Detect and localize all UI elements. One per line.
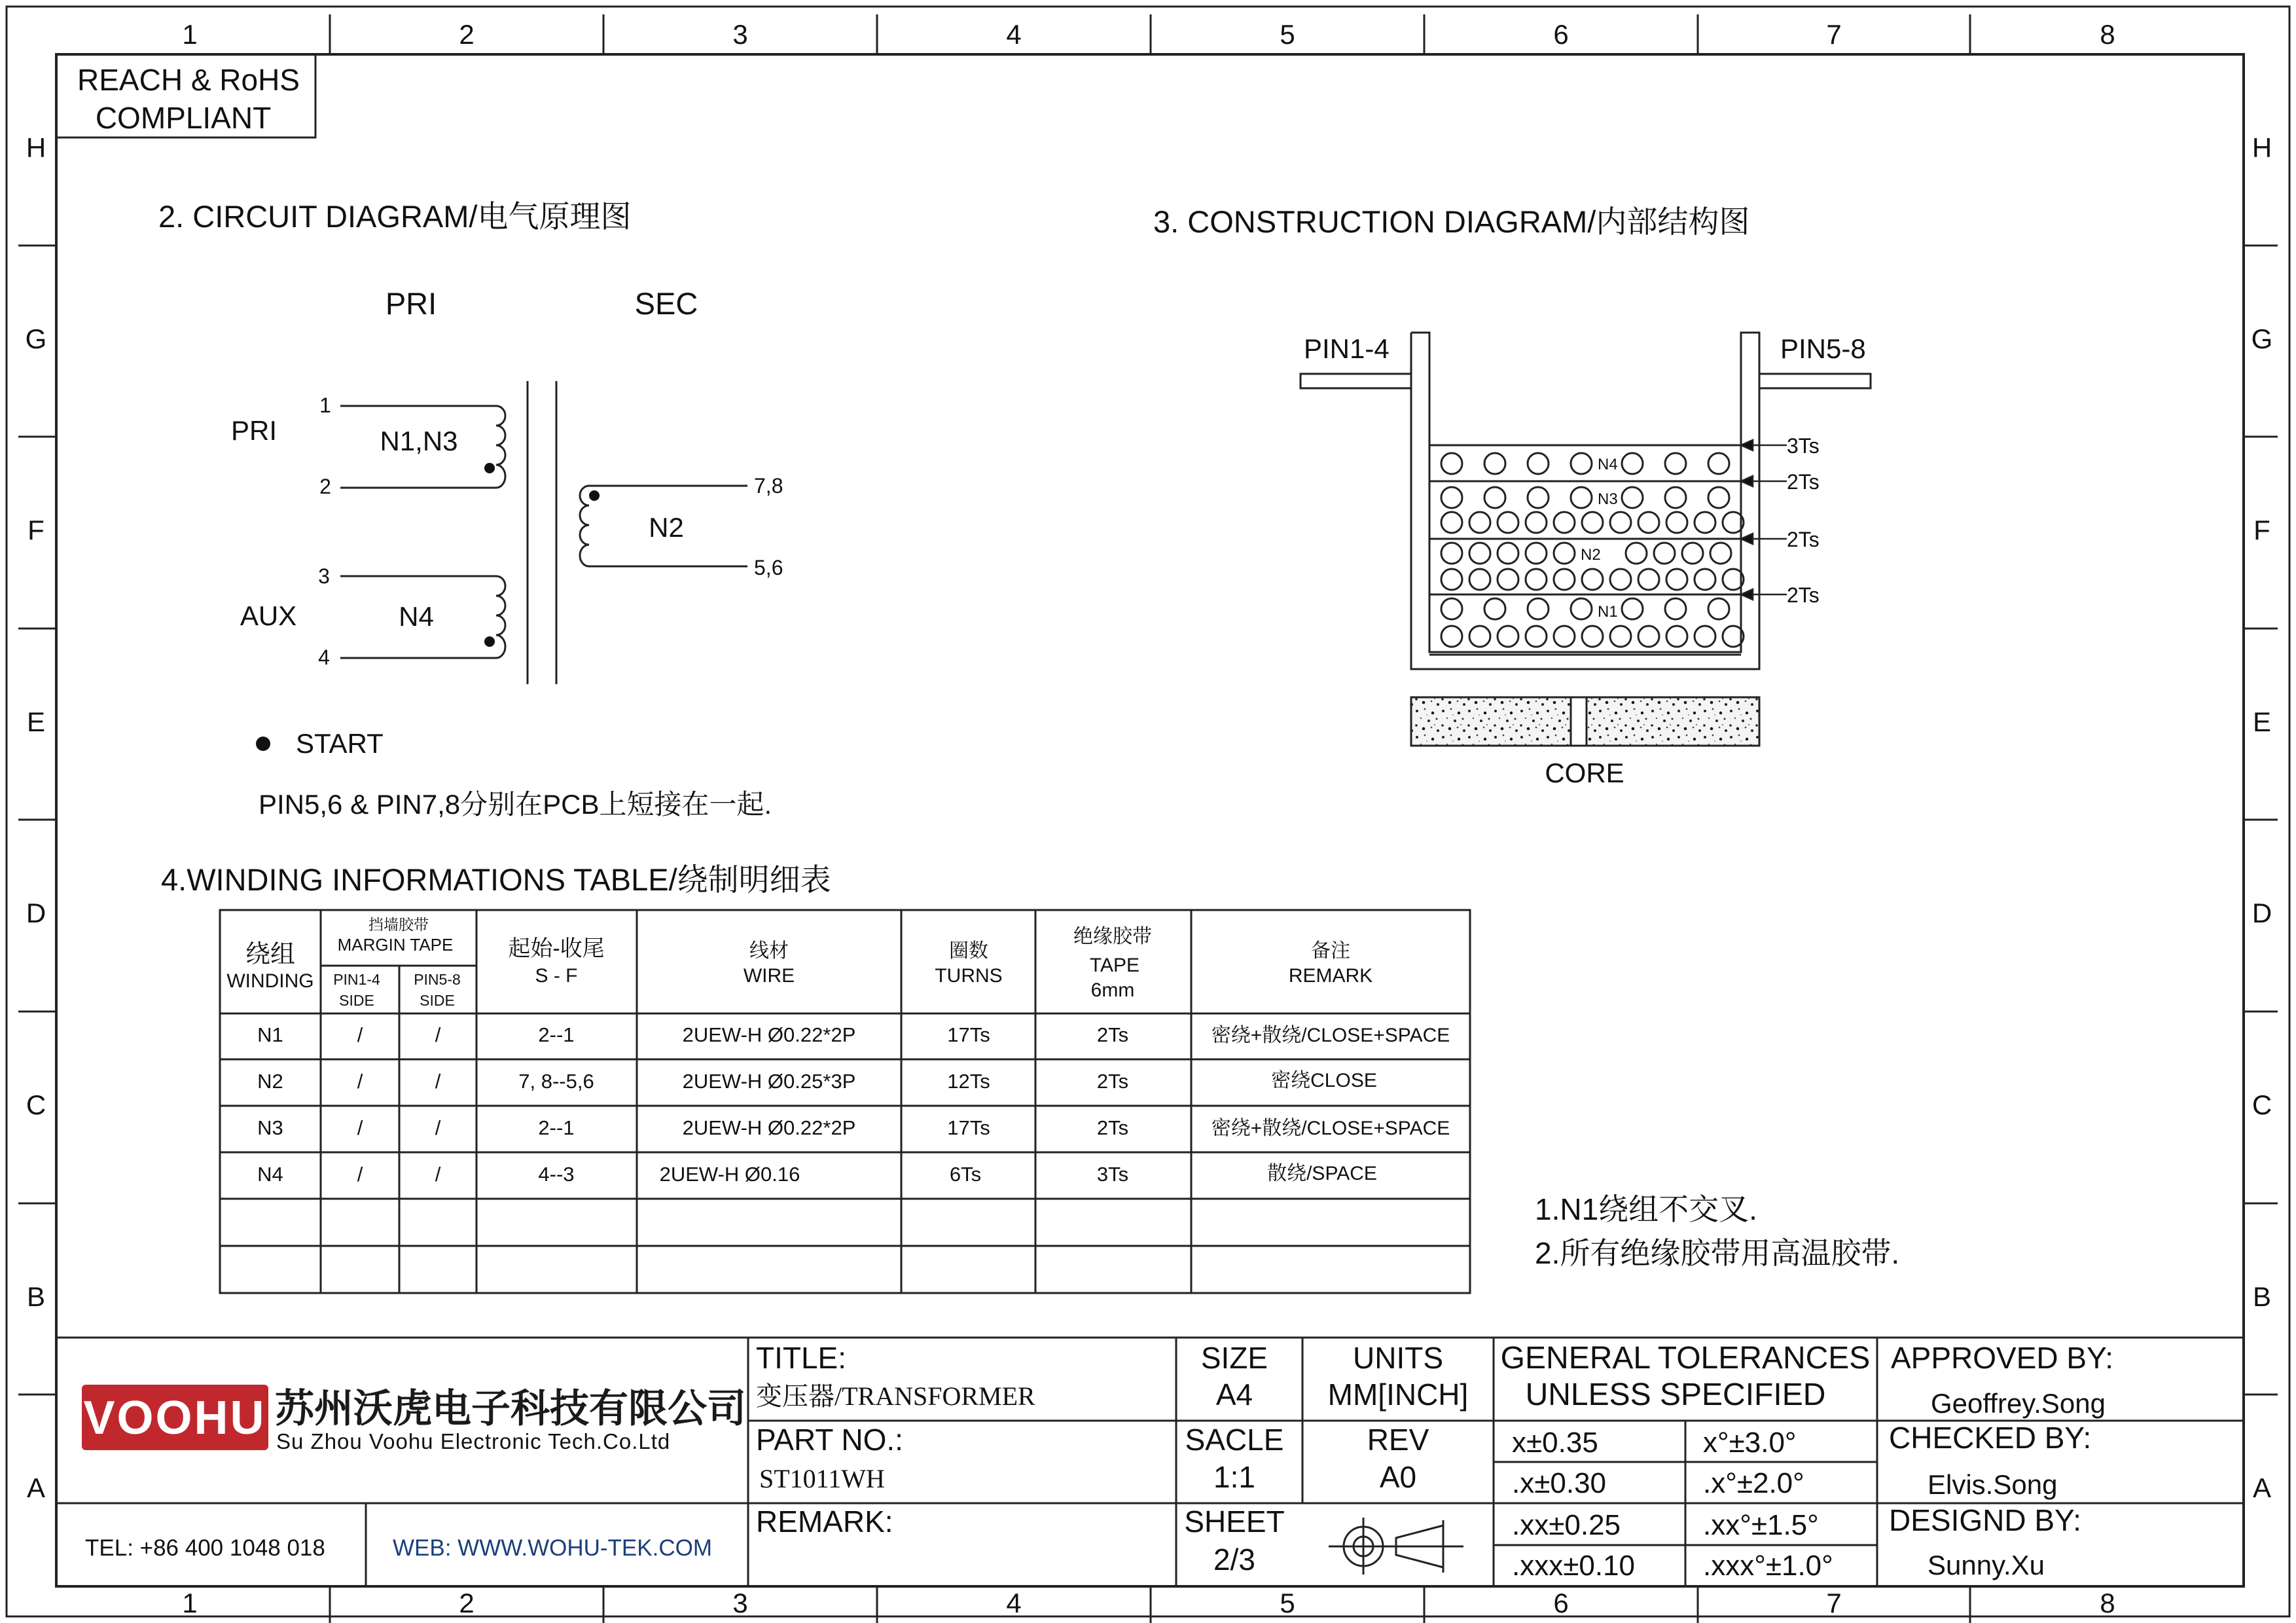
tol-angular: .xxx°±1.0°	[1703, 1550, 1833, 1582]
title-block	[56, 1338, 2244, 1586]
th-pin58-side: SIDE	[420, 992, 455, 1009]
wire-turn	[1526, 512, 1547, 533]
wire-turn	[1665, 598, 1686, 619]
tol-angular: x°±3.0°	[1703, 1427, 1797, 1459]
wire-turn	[1710, 543, 1731, 564]
wire-turn	[1526, 543, 1547, 564]
cell-winding: N3	[257, 1116, 283, 1140]
pin-78: 7,8	[754, 474, 783, 498]
wire-turn	[1582, 626, 1603, 647]
th-remark-cn: 备注	[1311, 940, 1350, 962]
zone-col: 5	[1280, 1588, 1295, 1619]
zone-labels-left	[26, 132, 47, 1503]
rev-label: REV	[1367, 1423, 1429, 1457]
tol-angular: .x°±2.0°	[1703, 1467, 1804, 1499]
wire-turn	[1469, 569, 1490, 590]
company-name-en: Su Zhou Voohu Electronic Tech.Co.Ltd	[276, 1429, 671, 1453]
tol-linear: x±0.35	[1512, 1427, 1598, 1459]
zone-row: G	[25, 323, 47, 355]
wire-turn	[1582, 512, 1603, 533]
cell-turns: 12Ts	[947, 1070, 990, 1093]
zone-row: B	[26, 1281, 46, 1313]
th-sf-cn: 起始-收尾	[508, 936, 605, 961]
th-pin58: PIN5-8	[414, 971, 461, 988]
layer-n2: N2	[1581, 546, 1601, 564]
wire-turn	[1484, 598, 1505, 619]
wire-turn	[1666, 512, 1687, 533]
wire-turn	[1528, 453, 1549, 474]
cell-pin58: /	[435, 1023, 441, 1047]
dot-sec	[589, 490, 600, 501]
partno-value: ST1011WH	[759, 1464, 885, 1493]
core-gap	[1571, 697, 1587, 746]
wire-turn	[1469, 512, 1490, 533]
dot-aux	[484, 636, 495, 647]
tape-label: 2Ts	[1787, 470, 1820, 494]
wire-turn	[1528, 487, 1549, 508]
wire-turn	[1526, 569, 1547, 590]
wire-turn	[1498, 512, 1518, 533]
pin-right-label: PIN5-8	[1780, 333, 1866, 364]
zone-col: 7	[1826, 19, 1842, 50]
cell-winding: N2	[257, 1070, 283, 1093]
zone-col: 8	[2100, 19, 2115, 50]
compliance-line2: COMPLIANT	[95, 101, 272, 135]
compliance-box	[56, 54, 315, 137]
units-label: UNITS	[1353, 1341, 1443, 1375]
th-sf-en: S - F	[535, 965, 578, 987]
th-wire-en: WIRE	[743, 965, 795, 987]
logo-text: VOOHU	[83, 1392, 266, 1444]
wire-turn	[1708, 453, 1729, 474]
cell-tape: 2Ts	[1096, 1116, 1129, 1140]
aux-winding-label: AUX	[240, 600, 297, 631]
th-pin14-side: SIDE	[339, 992, 374, 1009]
zone-row: G	[2251, 323, 2273, 355]
note-1: 1.N1绕组不交叉.	[1535, 1192, 1757, 1226]
wire-turn	[1665, 487, 1686, 508]
zone-col: 3	[732, 1588, 748, 1619]
cell-sf: 4--3	[538, 1163, 575, 1186]
wire-turn	[1441, 512, 1462, 533]
web: WEB: WWW.WOHU-TEK.COM	[393, 1535, 712, 1561]
cell-wire: 2UEW-H Ø0.25*3P	[682, 1070, 856, 1093]
wire-turn	[1695, 569, 1715, 590]
cell-remark: 密绕+散绕/CLOSE+SPACE	[1211, 1024, 1450, 1046]
circuit-note: PIN5,6 & PIN7,8分别在PCB上短接在一起.	[259, 789, 772, 820]
wire-turn	[1498, 626, 1518, 647]
zone-row: D	[26, 898, 46, 929]
wire-turn	[1708, 487, 1729, 508]
wire-turn	[1571, 487, 1592, 508]
wire-turn	[1554, 512, 1575, 533]
table-row	[257, 1070, 1377, 1093]
tol-angular: .xx°±1.5°	[1703, 1509, 1819, 1541]
wire-turn	[1638, 569, 1659, 590]
wire-turn	[1638, 512, 1659, 533]
th-tape-en: TAPE	[1089, 955, 1140, 976]
zone-row: C	[26, 1089, 46, 1121]
wire-turn	[1610, 512, 1631, 533]
th-wire-cn: 线材	[749, 940, 789, 962]
company-name-cn: 苏州沃虎电子科技有限公司	[275, 1387, 746, 1431]
table-row	[257, 1163, 1377, 1186]
zone-col: 3	[732, 19, 748, 50]
wire-turn	[1484, 453, 1505, 474]
circuit-diagram	[158, 199, 783, 820]
cell-pin14: /	[357, 1070, 363, 1093]
n2-label: N2	[649, 512, 684, 543]
cell-tape: 2Ts	[1096, 1023, 1129, 1047]
wire-turn	[1622, 453, 1643, 474]
cell-remark: 散绕/SPACE	[1267, 1162, 1377, 1184]
compliance-line1: REACH & RoHS	[77, 63, 300, 97]
wire-turn	[1571, 453, 1592, 474]
start-dot-icon	[256, 737, 270, 751]
tape-arrows	[1741, 440, 1787, 600]
designed-label: DESIGND BY:	[1889, 1503, 2081, 1537]
tel: TEL: +86 400 1048 018	[85, 1535, 325, 1561]
zone-col: 7	[1826, 1588, 1842, 1619]
title-block-grid	[56, 1338, 2244, 1586]
scale-value: 1:1	[1213, 1460, 1255, 1494]
zone-col: 2	[459, 19, 475, 50]
zone-row: F	[27, 515, 45, 546]
wire-turn	[1441, 598, 1462, 619]
zone-labels-right	[2251, 132, 2273, 1503]
pin-left-label: PIN1-4	[1304, 333, 1390, 364]
circuit-heading: 2. CIRCUIT DIAGRAM/电气原理图	[158, 199, 632, 234]
tol-linear: .xx±0.25	[1512, 1509, 1621, 1541]
wire-turn	[1554, 626, 1575, 647]
checked-value: Elvis.Song	[1928, 1469, 2058, 1500]
size-label: SIZE	[1200, 1341, 1268, 1375]
tol-linear: .xxx±0.10	[1512, 1550, 1636, 1582]
remark-label: REMARK:	[756, 1504, 893, 1539]
approved-value: Geoffrey.Song	[1931, 1388, 2106, 1419]
wire-turn	[1441, 487, 1462, 508]
wire-turn	[1610, 626, 1631, 647]
pin-3: 3	[318, 564, 330, 588]
layer-n1: N1	[1598, 603, 1618, 621]
zone-row: H	[26, 132, 46, 164]
core-label: CORE	[1545, 757, 1624, 788]
cell-remark: 密绕CLOSE	[1271, 1069, 1377, 1091]
th-turns-cn: 圈数	[949, 940, 988, 962]
zone-col: 4	[1006, 19, 1022, 50]
zone-col: 2	[459, 1588, 475, 1619]
wire-turn	[1498, 543, 1518, 564]
dot-pri	[484, 463, 495, 473]
wire-turn	[1554, 569, 1575, 590]
cell-wire: 2UEW-H Ø0.16	[659, 1163, 800, 1186]
pin-2: 2	[319, 475, 331, 498]
wire-turn	[1665, 453, 1686, 474]
cell-winding: N1	[257, 1023, 283, 1047]
cell-pin58: /	[435, 1070, 441, 1093]
zone-labels-top	[182, 19, 2115, 50]
zone-row: A	[2252, 1472, 2272, 1504]
start-label: START	[296, 728, 384, 759]
wire-turn	[1682, 543, 1703, 564]
tol-line2: UNLESS SPECIFIED	[1525, 1377, 1826, 1412]
wire-turn	[1638, 626, 1659, 647]
th-pin14: PIN1-4	[333, 971, 380, 988]
cell-turns: 17Ts	[947, 1023, 990, 1047]
sheet-value: 2/3	[1213, 1542, 1255, 1577]
th-tape-cn: 绝缘胶带	[1073, 926, 1152, 947]
n1n3-label: N1,N3	[380, 426, 458, 456]
cell-remark: 密绕+散绕/CLOSE+SPACE	[1211, 1117, 1450, 1139]
th-tape-size: 6mm	[1090, 979, 1135, 1001]
cell-sf: 2--1	[538, 1116, 575, 1140]
th-turns-en: TURNS	[935, 965, 1003, 987]
zone-col: 8	[2100, 1588, 2115, 1619]
wire-turn	[1708, 598, 1729, 619]
winding-table	[161, 862, 1470, 1293]
zone-col: 1	[182, 19, 198, 50]
wire-turn	[1554, 543, 1575, 564]
cell-sf: 7, 8--5,6	[518, 1070, 594, 1093]
cell-pin58: /	[435, 1163, 441, 1186]
partno-label: PART NO.:	[756, 1423, 903, 1457]
note-2: 2.所有绝缘胶带用高温胶带.	[1535, 1236, 1900, 1270]
wire-turn	[1484, 487, 1505, 508]
zone-row: B	[2252, 1281, 2272, 1313]
th-margin-cn: 挡墙胶带	[368, 916, 429, 933]
wire-turn	[1441, 543, 1462, 564]
cell-wire: 2UEW-H Ø0.22*2P	[682, 1116, 856, 1140]
construction-diagram	[1153, 204, 1871, 788]
cell-pin14: /	[357, 1023, 363, 1047]
zone-row: A	[26, 1472, 46, 1504]
cell-wire: 2UEW-H Ø0.22*2P	[682, 1023, 856, 1047]
table-grid	[220, 910, 1470, 1293]
th-remark-en: REMARK	[1288, 965, 1373, 987]
wire-turn	[1498, 569, 1518, 590]
zone-row: D	[2251, 898, 2272, 929]
zone-row: H	[2251, 132, 2272, 164]
cell-tape: 3Ts	[1096, 1163, 1129, 1186]
wire-turn	[1695, 512, 1715, 533]
wire-turn	[1441, 453, 1462, 474]
table-heading: 4.WINDING INFORMATIONS TABLE/绕制明细表	[161, 862, 831, 897]
scale-label: SACLE	[1185, 1423, 1284, 1457]
cell-pin58: /	[435, 1116, 441, 1140]
cell-turns: 6Ts	[949, 1163, 982, 1186]
zone-row: E	[2252, 706, 2272, 738]
cell-pin14: /	[357, 1163, 363, 1186]
pin-4: 4	[318, 646, 330, 669]
wire-turn	[1571, 598, 1592, 619]
cell-turns: 17Ts	[947, 1116, 990, 1140]
cell-tape: 2Ts	[1096, 1070, 1129, 1093]
zone-row: E	[26, 706, 46, 738]
wire-turn	[1582, 569, 1603, 590]
pin-1: 1	[319, 393, 331, 417]
zone-col: 6	[1553, 1588, 1569, 1619]
zone-labels-bottom	[182, 1588, 2115, 1618]
zone-col: 4	[1006, 1588, 1022, 1619]
zone-col: 5	[1280, 19, 1295, 50]
zone-col: 1	[182, 1588, 198, 1619]
table-row	[257, 1023, 1450, 1046]
tape-label: 2Ts	[1787, 583, 1820, 607]
sheet-label: SHEET	[1184, 1504, 1285, 1539]
approved-label: APPROVED BY:	[1891, 1341, 2114, 1375]
tol-line1: GENERAL TOLERANCES	[1500, 1341, 1871, 1376]
th-margin-en: MARGIN TAPE	[337, 935, 454, 955]
title-value: 变压器/TRANSFORMER	[756, 1381, 1035, 1411]
layer-n4: N4	[1598, 456, 1618, 473]
wire-turn	[1441, 569, 1462, 590]
zone-row: F	[2253, 515, 2270, 546]
wire-turn	[1626, 543, 1647, 564]
rev-value: A0	[1379, 1460, 1417, 1494]
wire-turn	[1441, 626, 1462, 647]
construction-heading: 3. CONSTRUCTION DIAGRAM/内部结构图	[1153, 204, 1750, 239]
wire-turn	[1695, 626, 1715, 647]
cell-winding: N4	[257, 1163, 283, 1186]
wire-turn	[1469, 543, 1490, 564]
table-row	[257, 1116, 1450, 1139]
layer-n3: N3	[1598, 490, 1618, 508]
checked-label: CHECKED BY:	[1889, 1421, 2092, 1455]
th-winding-en: WINDING	[226, 970, 314, 992]
wire-turn	[1666, 569, 1687, 590]
th-winding-cn: 绕组	[245, 941, 296, 968]
wire-turn	[1610, 569, 1631, 590]
wire-turn	[1654, 543, 1675, 564]
zone-row: C	[2251, 1089, 2272, 1121]
cell-pin14: /	[357, 1116, 363, 1140]
tape-label: 2Ts	[1787, 528, 1820, 551]
title-label: TITLE:	[756, 1341, 847, 1375]
size-value: A4	[1215, 1377, 1253, 1412]
circuit-sec-label: SEC	[634, 286, 698, 321]
wire-turn	[1528, 598, 1549, 619]
wire-turn	[1666, 626, 1687, 647]
circuit-pri-label: PRI	[385, 286, 437, 321]
pri-winding-label: PRI	[230, 415, 278, 446]
designed-value: Sunny.Xu	[1928, 1550, 2045, 1580]
projection-symbol-icon	[1329, 1518, 1463, 1575]
wire-turn	[1622, 487, 1643, 508]
wire-turn	[1622, 598, 1643, 619]
wire-turn	[1469, 626, 1490, 647]
zone-col: 6	[1553, 19, 1569, 50]
n4-label: N4	[399, 601, 434, 632]
units-value: MM[INCH]	[1327, 1377, 1469, 1412]
cell-sf: 2--1	[538, 1023, 575, 1047]
tape-label: 3Ts	[1787, 434, 1820, 458]
pin-56: 5,6	[754, 556, 783, 579]
tol-linear: .x±0.30	[1512, 1467, 1607, 1499]
wire-turn	[1526, 626, 1547, 647]
